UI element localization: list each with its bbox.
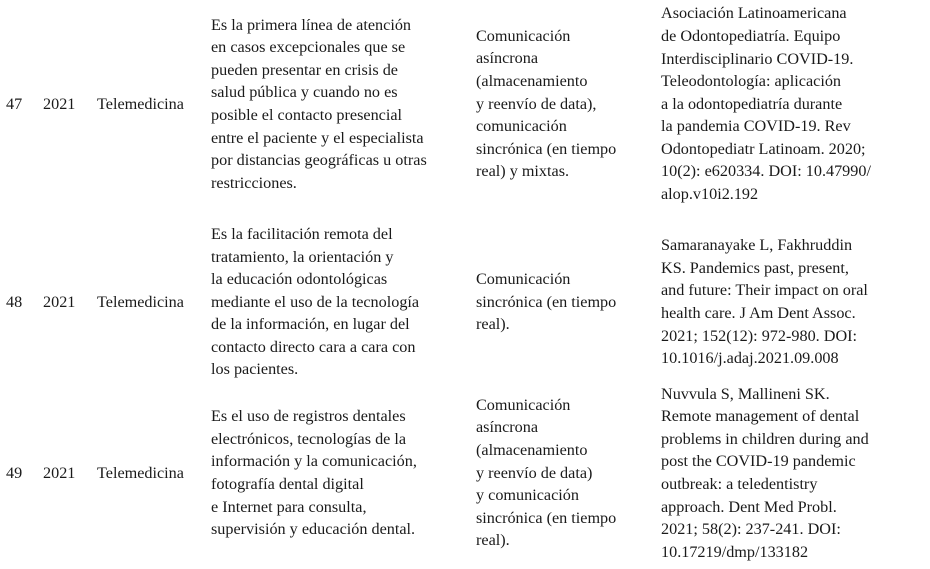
- row-reference-line: Asociación Latinoamericana: [661, 4, 847, 23]
- row-communication: [476, 394, 616, 552]
- row-reference-line: problems in children during and: [661, 429, 869, 448]
- row-term: Telemedicina: [97, 292, 184, 311]
- row-reference: [661, 234, 868, 370]
- row-communication-line: asíncrona: [476, 49, 539, 68]
- row-definition-line: contacto directo cara a cara con: [211, 337, 416, 356]
- row-definition-line: posible el contacto presencial: [211, 105, 403, 124]
- row-reference-line: Interdisciplinario COVID-19.: [661, 49, 854, 68]
- row-reference-line: post the COVID-19 pandemic: [661, 452, 856, 471]
- row-reference-line: 2021; 58(2): 237-241. DOI:: [661, 520, 841, 539]
- row-communication: [476, 268, 616, 336]
- row-definition-line: electrónicos, tecnologías de la: [211, 429, 407, 448]
- row-communication-line: (almacenamiento: [476, 441, 588, 460]
- row-term: Telemedicina: [97, 463, 184, 482]
- row-number: 48: [6, 292, 23, 311]
- row-reference-line: 10.1016/j.adaj.2021.09.008: [661, 349, 839, 368]
- row-communication-line: comunicación: [476, 117, 567, 136]
- row-definition-line: la educación odontológicas: [211, 270, 388, 289]
- row-reference-line: 10.17219/dmp/133182: [661, 542, 809, 561]
- row-reference-line: Nuvvula S, Mallineni SK.: [661, 384, 830, 403]
- row-reference-line: 10(2): e620334. DOI: 10.47990/: [661, 162, 871, 181]
- row-reference-line: outbreak: a teledentistry: [661, 474, 818, 493]
- row-definition-line: por distancias geográficas u otras: [211, 151, 427, 170]
- table-row: [0, 4, 930, 204]
- row-reference-line: Samaranayake L, Fakhruddin: [661, 236, 853, 255]
- row-reference-line: health care. J Am Dent Assoc.: [661, 303, 856, 322]
- table-row: [0, 224, 930, 379]
- row-communication-line: y comunicación: [476, 486, 579, 505]
- row-definition-line: restricciones.: [211, 173, 297, 192]
- row-communication-line: sincrónica (en tiempo: [476, 139, 617, 158]
- row-definition-line: Es el uso de registros dentales: [211, 407, 406, 426]
- row-reference-line: and future: Their impact on oral: [661, 281, 868, 300]
- row-communication-line: sincrónica (en tiempo: [476, 508, 617, 527]
- row-year: 2021: [43, 463, 76, 482]
- row-definition: [211, 405, 417, 541]
- row-communication-line: real) y mixtas.: [476, 162, 570, 181]
- row-reference-line: alop.v10i2.192: [661, 185, 759, 204]
- row-definition-line: Es la primera línea de atención: [211, 15, 412, 34]
- row-communication-line: real).: [476, 315, 510, 334]
- row-communication-line: (almacenamiento: [476, 72, 588, 91]
- row-reference-line: KS. Pandemics past, present,: [661, 258, 849, 277]
- row-reference-line: Teleodontología: aplicación: [661, 72, 842, 91]
- row-communication-line: Comunicación: [476, 26, 571, 45]
- row-reference-line: approach. Dent Med Probl.: [661, 497, 837, 516]
- row-definition-line: pueden presentar en crisis de: [211, 60, 398, 79]
- row-communication-line: Comunicación: [476, 270, 571, 289]
- row-reference-line: de Odontopediatría. Equipo: [661, 26, 841, 45]
- row-definition-line: mediante el uso de la tecnología: [211, 292, 420, 311]
- row-definition: [211, 223, 419, 381]
- row-communication-line: sincrónica (en tiempo: [476, 292, 617, 311]
- row-number: 47: [6, 94, 23, 113]
- row-reference-line: Remote management of dental: [661, 407, 860, 426]
- row-definition-line: fotografía dental digital: [211, 474, 364, 493]
- row-reference-line: Odontopediatr Latinoam. 2020;: [661, 139, 866, 158]
- row-definition-line: salud pública y cuando no es: [211, 83, 398, 102]
- row-communication-line: real).: [476, 531, 510, 550]
- row-reference: [661, 2, 871, 205]
- row-communication-line: Comunicación: [476, 395, 571, 414]
- row-communication-line: asíncrona: [476, 418, 539, 437]
- row-reference-line: la pandemia COVID-19. Rev: [661, 117, 851, 136]
- row-term: Telemedicina: [97, 94, 184, 113]
- row-definition-line: tratamiento, la orientación y: [211, 247, 394, 266]
- row-definition-line: entre el paciente y el especialista: [211, 128, 424, 147]
- row-definition-line: información y la comunicación,: [211, 452, 417, 471]
- row-reference-line: 2021; 152(12): 972-980. DOI:: [661, 326, 858, 345]
- row-communication-line: y reenvío de data),: [476, 94, 597, 113]
- row-year: 2021: [43, 94, 76, 113]
- row-communication: [476, 25, 616, 183]
- row-definition-line: de la información, en lugar del: [211, 315, 410, 334]
- row-reference-line: a la odontopediatría durante: [661, 94, 843, 113]
- row-communication-line: y reenvío de data): [476, 463, 593, 482]
- row-definition-line: supervisión y educación dental.: [211, 520, 416, 539]
- row-reference: [661, 383, 869, 564]
- row-number: 49: [6, 463, 23, 482]
- row-year: 2021: [43, 292, 76, 311]
- row-definition-line: los pacientes.: [211, 360, 299, 379]
- row-definition-line: e Internet para consulta,: [211, 497, 367, 516]
- row-definition: [211, 14, 427, 195]
- row-definition-line: Es la facilitación remota del: [211, 224, 393, 243]
- table-row: [0, 380, 930, 566]
- row-definition-line: en casos excepcionales que se: [211, 38, 406, 57]
